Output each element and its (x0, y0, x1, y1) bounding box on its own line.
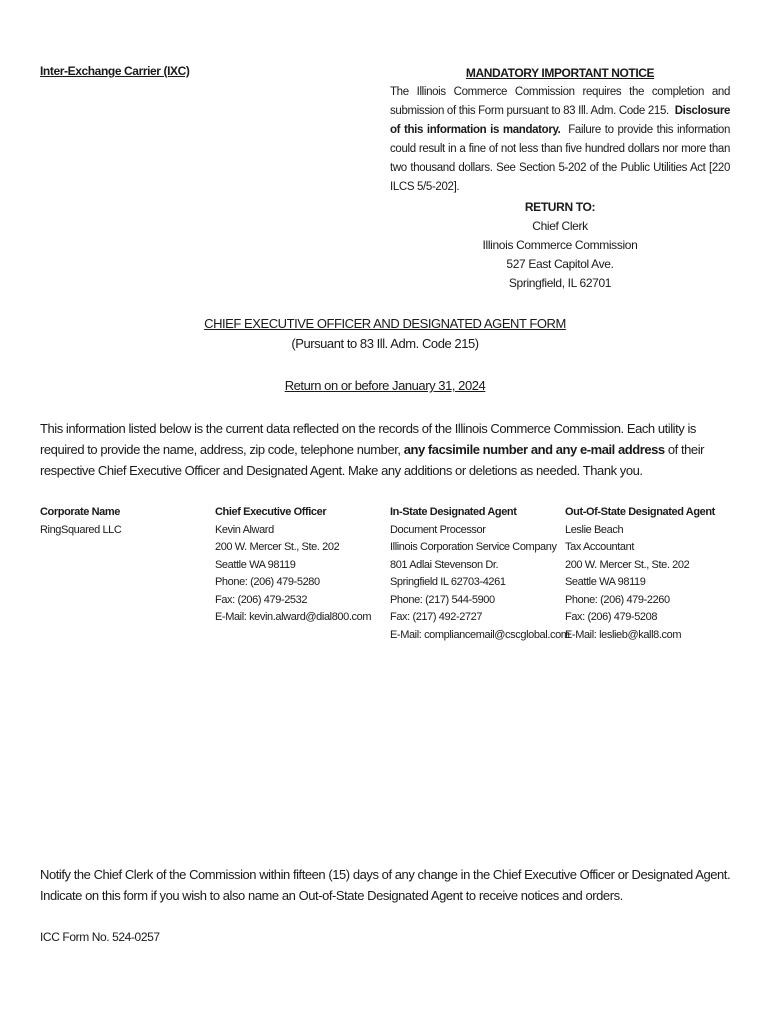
carrier-type: Inter-Exchange Carrier (IXC) (40, 64, 190, 78)
intro-bold: any facsimile number and any e-mail address (403, 442, 665, 457)
notice-title: MANDATORY IMPORTANT NOTICE (465, 66, 655, 80)
column-line: E-Mail: kevin.alward@dial800.com (215, 611, 372, 623)
footer-line: Notify the Chief Clerk of the Commission within fifteen (15) days of any change in the Chief Executive Officer or Designated Agent. (40, 867, 731, 882)
notice-body-part2: Failure to provide this information could result in a fine of not less than five hundred dollars nor more than two thousand dollars. See Section 5-202 of the Public Utilities Act [220 ILCS 5/5-202]. (390, 124, 730, 193)
return-to-line: Illinois Commerce Commission (482, 238, 638, 252)
column-line: RingSquared LLC (40, 523, 122, 536)
column-ceo (215, 504, 387, 627)
column-header: Chief Executive Officer (215, 506, 327, 518)
column-header: In-State Designated Agent (390, 506, 517, 518)
column-line: Phone: (206) 479-2260 (565, 593, 670, 606)
column-line: 200 W. Mercer St., Ste. 202 (215, 541, 340, 553)
notice-body (390, 83, 730, 197)
column-line: Illinois Corporation Service Company (390, 541, 557, 553)
column-header: Out-Of-State Designated Agent (565, 506, 715, 518)
column-line: 801 Adlai Stevenson Dr. (390, 558, 499, 571)
form-number: ICC Form No. 524-0257 (40, 930, 160, 944)
column-corporate (40, 504, 212, 539)
column-line: Fax: (217) 492-2727 (390, 611, 483, 623)
intro-part2: of their respective Chief Executive Officer and Designated Agent. Make any additions or deletions as needed. Thank you. (40, 442, 705, 478)
return-to-header: RETURN TO: (524, 200, 596, 214)
column-line: Seattle WA 98119 (565, 576, 646, 588)
return-to-line: Chief Clerk (532, 219, 588, 233)
form-title: CHIEF EXECUTIVE OFFICER AND DESIGNATED AGENT FORM (204, 316, 566, 331)
form-heading (0, 314, 770, 354)
column-line: Seattle WA 98119 (215, 558, 296, 571)
intro-paragraph (40, 418, 732, 481)
column-line: Document Processor (390, 523, 486, 536)
column-line: Fax: (206) 479-2532 (215, 593, 308, 606)
column-line: Kevin Alward (215, 523, 274, 536)
footer-instructions (40, 864, 740, 906)
column-line: 200 W. Mercer St., Ste. 202 (565, 558, 690, 571)
return-to-address (390, 198, 730, 293)
notice-body-part1: The Illinois Commerce Commission requires the completion and submission of this Form pursuant to 83 Ill. Adm. Code 215. (390, 86, 730, 117)
column-instate-agent (390, 504, 570, 644)
column-header: Corporate Name (40, 506, 120, 518)
mandatory-notice (390, 64, 730, 197)
column-line: Phone: (206) 479-5280 (215, 576, 320, 588)
intro-part1: This information listed below is the current data reflected on the records of the Illinois Commerce Commission. Each utility is required to provide the name, address, zip code, telephone number, (40, 421, 696, 457)
column-line: Leslie Beach (565, 523, 624, 536)
column-line: Fax: (206) 479-5208 (565, 611, 658, 623)
notice-body-bold: Disclosure of this information is mandatory. (390, 105, 730, 136)
column-line: E-Mail: leslieb@kall8.com (565, 628, 682, 641)
footer-line: Indicate on this form if you wish to also name an Out-of-State Designated Agent to receive notices and orders. (40, 888, 623, 903)
column-line: Springfield IL 62703-4261 (390, 576, 506, 588)
column-line: Tax Accountant (565, 541, 635, 553)
return-to-line: 527 East Capitol Ave. (506, 257, 614, 271)
column-outofstate-agent (565, 504, 737, 644)
column-line: E-Mail: compliancemail@cscglobal.com (390, 628, 570, 641)
due-date: Return on or before January 31, 2024 (284, 378, 486, 393)
return-to-line: Springfield, IL 62701 (508, 276, 612, 290)
column-line: Phone: (217) 544-5900 (390, 593, 495, 606)
form-subtitle: (Pursuant to 83 Ill. Adm. Code 215) (291, 336, 479, 351)
